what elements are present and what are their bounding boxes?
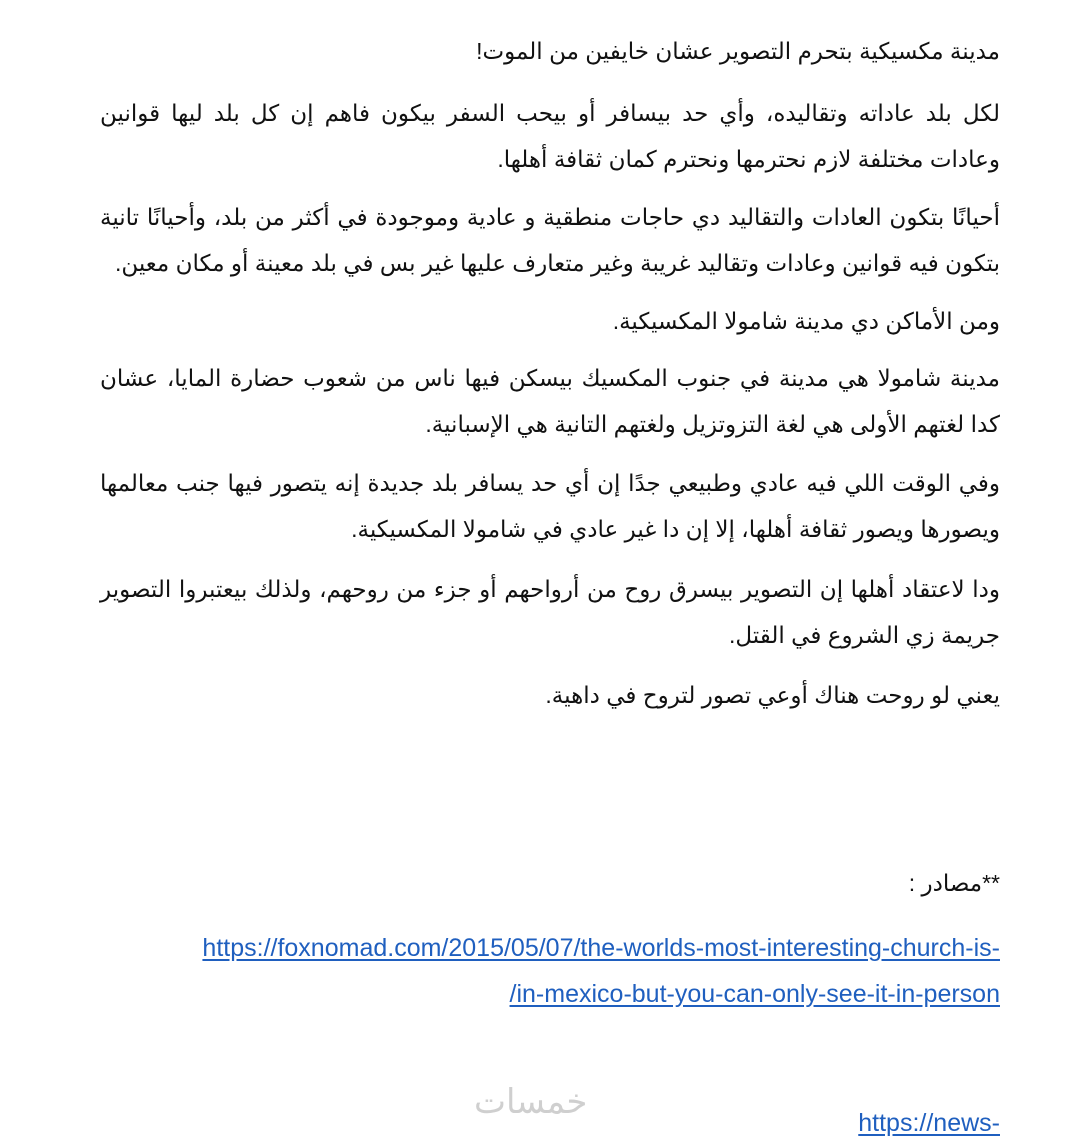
- paragraph-photography: وفي الوقت اللي فيه عادي وطبيعي جدًا إن أي حد يسافر بلد جديدة إنه يتصور فيها جنب معالمها ويصورها ويصور ثقافة أهلها، إلا إن دا غير عادي في شامولا المكسيكية.: [100, 470, 1000, 542]
- paragraph-chamula: مدينة شامولا هي مدينة في جنوب المكسيك بيسكن فيها ناس من شعوب حضارة المايا، عشان كدا لغتهم الأولى هي لغة التزوتزيل ولغتهم التانية هي الإسبانية.: [100, 365, 1000, 437]
- paragraph-intro: لكل بلد عاداته وتقاليده، وأي حد بيسافر أو بيحب السفر بيكون فاهم إن كل بلد ليها قوانين وعادات مختلفة لازم نحترمها ونحترم كمان ثقافة أهلها.: [100, 100, 1000, 172]
- paragraph-warning: يعني لو روحت هناك أوعي تصور لتروح في داهية.: [545, 682, 1000, 708]
- khamsat-watermark: خمسات: [474, 1083, 588, 1121]
- sources-heading: **مصادر :: [908, 870, 1000, 896]
- source-link-1-line-1[interactable]: https://foxnomad.com/2015/05/07/the-worlds-most-interesting-church-is-: [202, 934, 1000, 962]
- article-title: مدينة مكسيكية بتحرم التصوير عشان خايفين من الموت!: [476, 38, 1000, 64]
- paragraph-places: ومن الأماكن دي مدينة شامولا المكسيكية.: [612, 308, 1000, 334]
- source-link-2[interactable]: https://news-: [858, 1109, 1000, 1137]
- paragraph-customs: أحيانًا بتكون العادات والتقاليد دي حاجات منطقية و عادية وموجودة في أكثر من بلد، وأحيانًا تانية بتكون فيه قوانين وعادات وتقاليد غريبة وغير متعارف عليها غير بس في بلد معينة أو مكان معين.: [100, 204, 1000, 276]
- paragraph-belief: ودا لاعتقاد أهلها إن التصوير بيسرق روح من أرواحهم أو جزء من روحهم، ولذلك بيعتبروا التصوير جريمة زي الشروع في القتل.: [100, 576, 1000, 648]
- source-link-1-line-2[interactable]: /in-mexico-but-you-can-only-see-it-in-person: [509, 980, 1000, 1008]
